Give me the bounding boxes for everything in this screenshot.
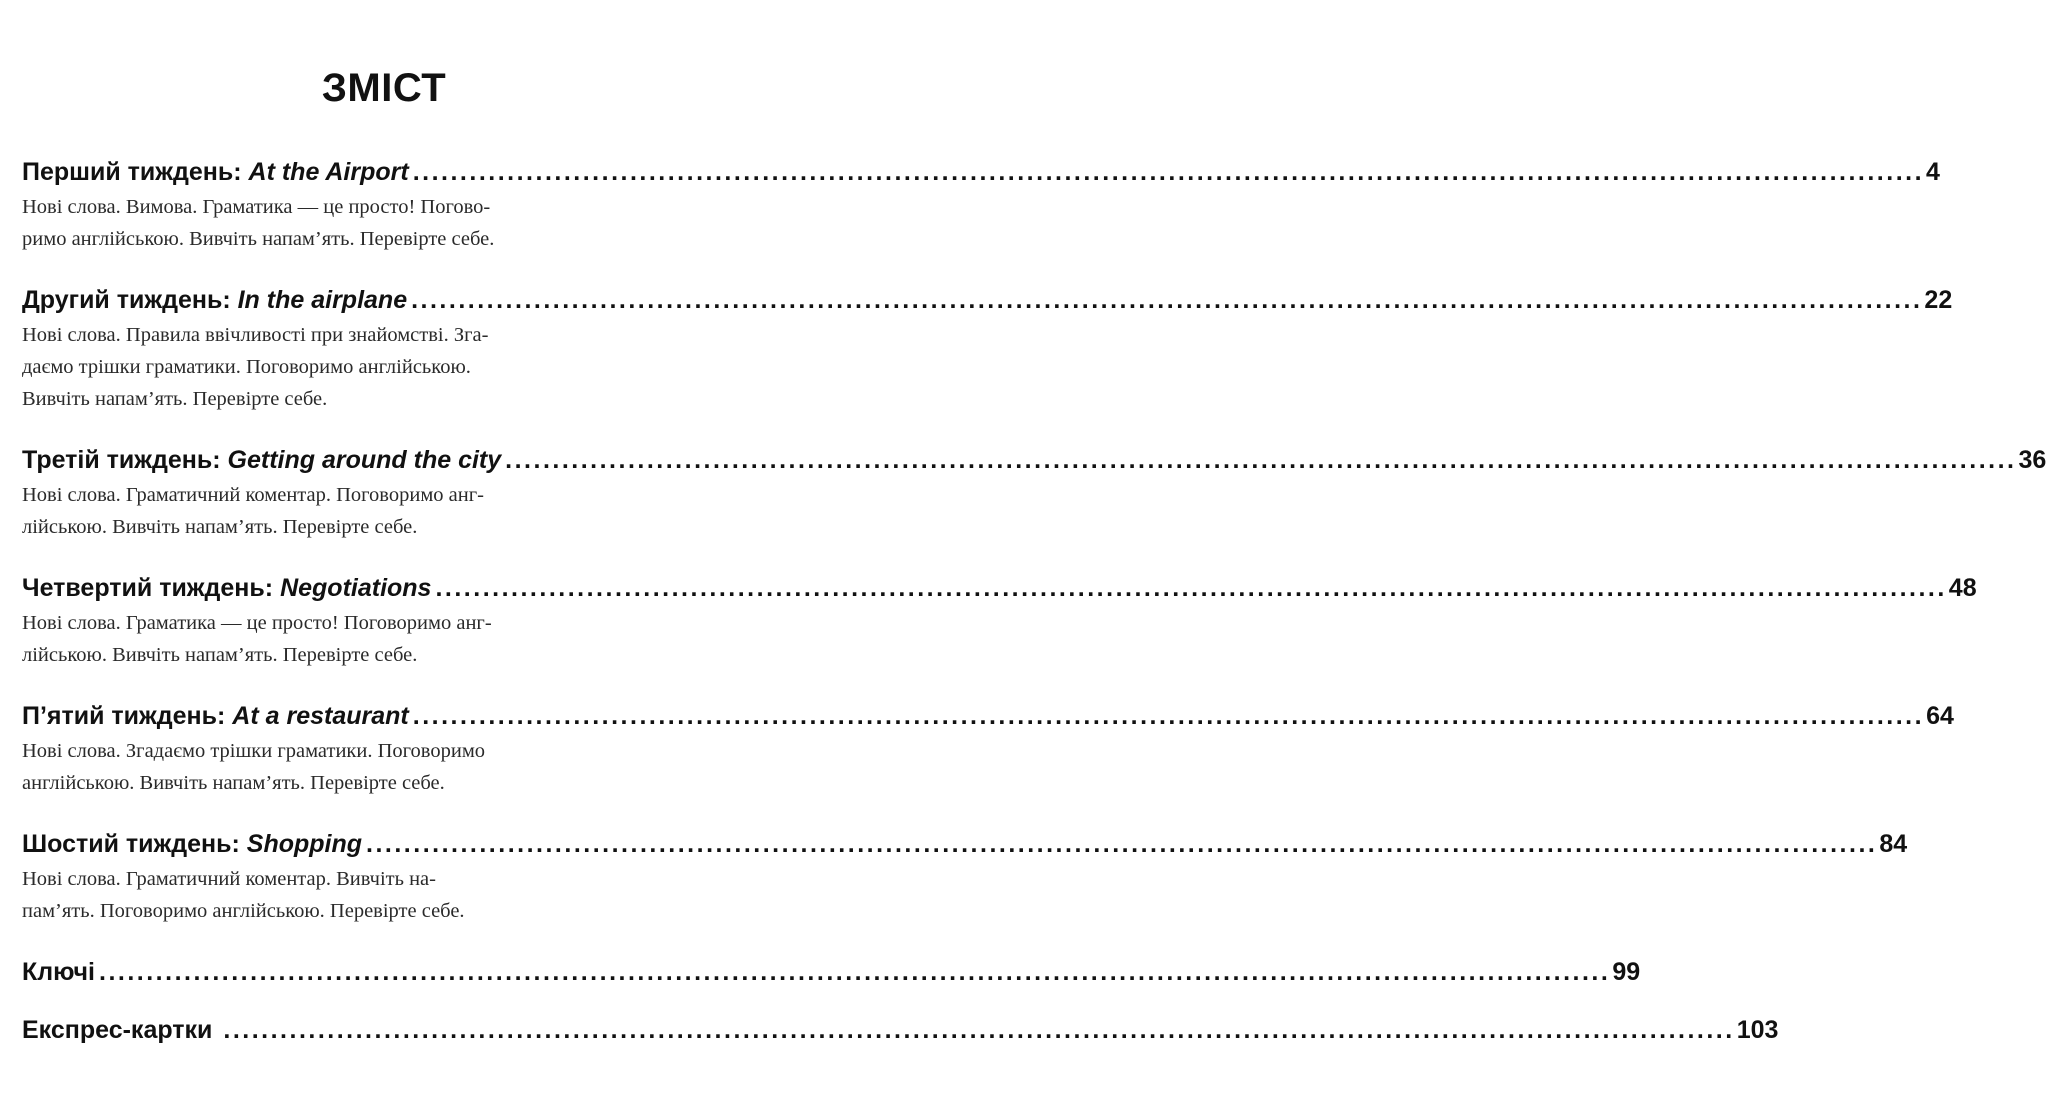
toc-description-line: англійською. Вивчіть напам’ять. Перевірте себе.	[22, 772, 445, 794]
toc-page-number: 36	[2018, 446, 2046, 474]
toc-page-number: 103	[1736, 1016, 1779, 1044]
toc-week-label: Третій тиждень:	[22, 446, 221, 474]
toc-entry-week-5	[22, 700, 1954, 799]
toc-description	[22, 863, 640, 927]
toc-description-line: Нові слова. Правила ввічливості при знайомстві. Зга-	[22, 324, 489, 346]
toc-page-number: 84	[1879, 830, 1908, 858]
toc-description-line: Вивчіть напам’ять. Перевірте себе.	[22, 388, 328, 410]
toc-heading[interactable]	[22, 284, 1953, 316]
toc-section-label: Ключі	[22, 958, 95, 986]
toc-entry-week-1	[22, 156, 1940, 255]
toc-heading[interactable]	[22, 1014, 1779, 1046]
toc-description-line: Нові слова. Граматичний коментар. Поговоримо анг-	[22, 484, 484, 506]
toc-description-line: Нові слова. Згадаємо трішки граматики. Поговоримо	[22, 740, 486, 762]
toc-page-number: 64	[1926, 702, 1954, 730]
toc-entry-week-6	[22, 828, 1908, 927]
toc-page-number: 22	[1924, 286, 1953, 314]
toc-week-label: П’ятий тиждень:	[22, 702, 226, 730]
toc-description-line: даємо трішки граматики. Поговоримо англійською.	[22, 356, 471, 378]
toc-description	[22, 607, 640, 671]
toc-topic: At a restaurant	[232, 702, 409, 730]
toc-section-label: Експрес-картки	[22, 1016, 213, 1044]
toc-topic: At the Airport	[248, 158, 409, 186]
toc-description-line: римо англійською. Вивчіть напам’ять. Перевірте себе.	[22, 228, 495, 250]
toc-heading[interactable]	[22, 956, 1641, 988]
toc-week-label: Четвертий тиждень:	[22, 574, 274, 602]
toc-entry-week-4	[22, 572, 1977, 671]
toc-entry-keys	[22, 956, 1641, 988]
toc-week-label: Другий тиждень:	[22, 286, 231, 314]
dot-leader: ................................................................................................................................................................	[223, 1016, 1735, 1044]
toc-heading[interactable]	[22, 828, 1908, 860]
toc-description	[22, 191, 640, 255]
toc-topic: Getting around the city	[227, 446, 502, 474]
dot-leader: ................................................................................................................................................................	[99, 958, 1611, 986]
toc-description-line: пам’ять. Поговоримо англійською. Перевірте себе.	[22, 900, 465, 922]
toc-entry-flashcards	[22, 1014, 1779, 1046]
toc-page-number: 4	[1926, 158, 1940, 186]
toc-description-line: Нові слова. Граматичний коментар. Вивчіть на-	[22, 868, 436, 890]
toc-page-number: 48	[1948, 574, 1977, 602]
toc-heading[interactable]	[22, 572, 1977, 604]
toc-description-line: лійською. Вивчіть напам’ять. Перевірте себе.	[22, 644, 418, 666]
page-title: ЗМІСТ	[321, 66, 447, 110]
toc-description	[22, 319, 640, 415]
toc-entry-week-2	[22, 284, 1953, 415]
toc-description	[22, 735, 640, 799]
toc-description-line: Нові слова. Вимова. Граматика — це просто! Погово-	[22, 196, 491, 218]
toc-week-label: Шостий тиждень:	[22, 830, 240, 858]
toc-heading[interactable]	[22, 700, 1954, 732]
toc-week-label: Перший тиждень:	[22, 158, 242, 186]
toc-topic: In the airplane	[237, 286, 408, 314]
dot-leader: ................................................................................................................................................................	[435, 574, 1947, 602]
toc-heading[interactable]	[22, 444, 2046, 476]
toc-description-line: лійською. Вивчіть напам’ять. Перевірте себе.	[22, 516, 418, 538]
dot-leader: ................................................................................................................................................................	[411, 286, 1923, 314]
toc-page-number: 99	[1612, 958, 1641, 986]
dot-leader: ................................................................................................................................................................	[412, 702, 1925, 730]
toc-entry-week-3	[22, 444, 2046, 543]
dot-leader: ................................................................................................................................................................	[505, 446, 2017, 474]
dot-leader: ................................................................................................................................................................	[366, 830, 1878, 858]
toc-description-line: Нові слова. Граматика — це просто! Поговоримо анг-	[22, 612, 492, 634]
toc-topic: Negotiations	[280, 574, 432, 602]
toc-heading[interactable]	[22, 156, 1940, 188]
toc-topic: Shopping	[246, 830, 363, 858]
dot-leader: ................................................................................................................................................................	[412, 158, 1925, 186]
toc-description	[22, 479, 640, 543]
